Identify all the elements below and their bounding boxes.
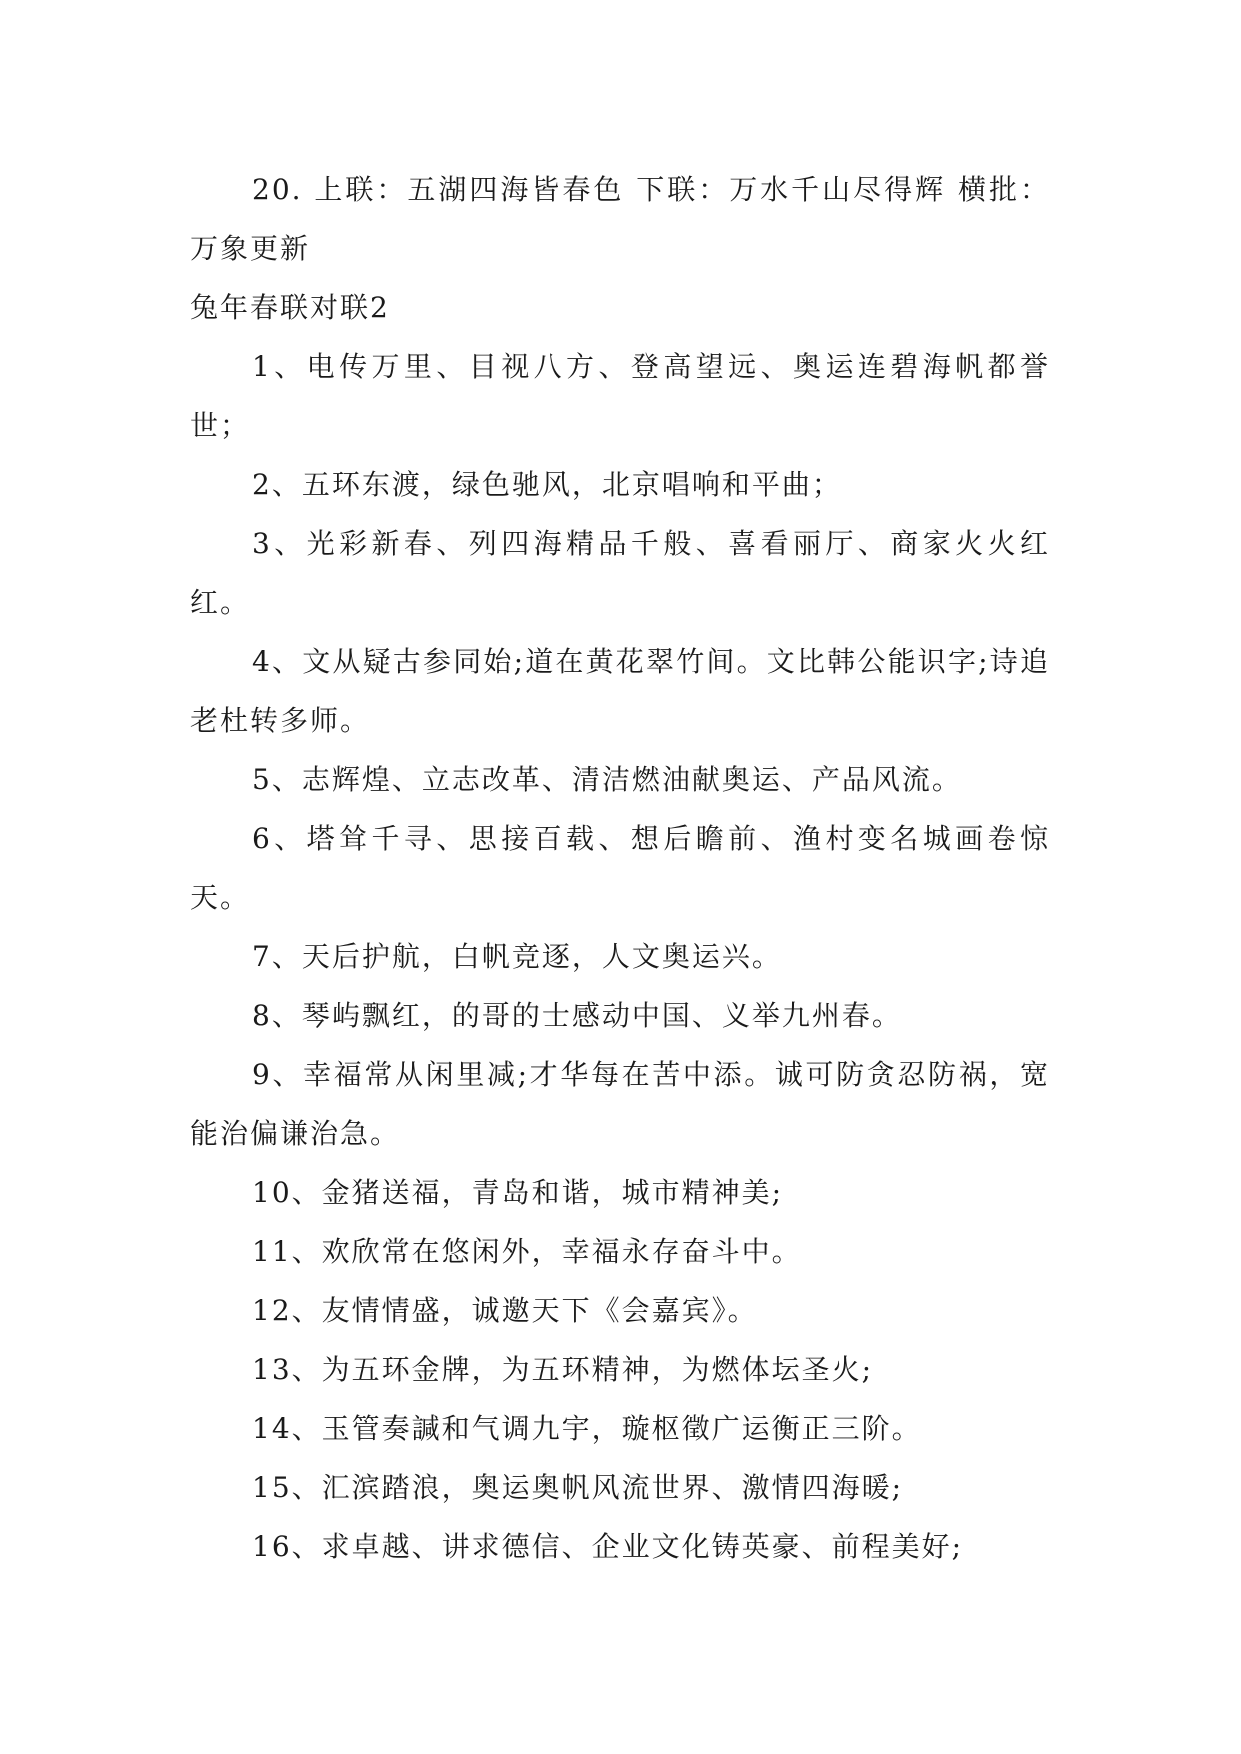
paragraph-item-9: 9、幸福常从闲里减;才华每在苦中添。诚可防贪忍防祸，宽能治偏谦治急。 [190,1058,1050,1150]
paragraph-item-13: 13、为五环金牌，为五环精神，为燃体坛圣火; [252,1353,874,1386]
paragraph-item-20: 20. 上联：五湖四海皆春色 下联：万水千山尽得辉 横批：万象更新 [190,173,1050,265]
paragraph-item-11: 11、欢欣常在悠闲外，幸福永存奋斗中。 [252,1235,802,1268]
paragraph-item-10: 10、金猪送福，青岛和谐，城市精神美; [252,1176,784,1209]
paragraph-item-5: 5、志辉煌、立志改革、清洁燃油献奥运、产品风流。 [252,763,962,796]
paragraph-item-8: 8、琴屿飘红，的哥的士感动中国、义举九州春。 [252,999,902,1032]
paragraph-item-3: 3、光彩新春、列四海精品千般、喜看丽厅、商家火火红红。 [190,527,1050,619]
paragraph-item-6: 6、塔耸千寻、思接百载、想后瞻前、渔村变名城画卷惊天。 [190,822,1050,914]
section-title: 兔年春联对联2 [190,291,390,324]
paragraph-item-2: 2、五环东渡，绿色驰风，北京唱响和平曲； [252,468,842,501]
paragraph-item-7: 7、天后护航，白帆竞逐，人文奥运兴。 [252,940,782,973]
paragraph-item-14: 14、玉管奏諴和气调九宇，璇枢徵广运衡正三阶。 [252,1412,922,1445]
paragraph-item-4: 4、文从疑古参同始;道在黄花翠竹间。文比韩公能识字;诗追老杜转多师。 [190,645,1050,737]
paragraph-item-16: 16、求卓越、讲求德信、企业文化铸英豪、前程美好; [252,1530,964,1563]
paragraph-item-15: 15、汇滨踏浪，奥运奥帆风流世界、激情四海暖; [252,1471,904,1504]
paragraph-item-12: 12、友情情盛，诚邀天下《会嘉宾》。 [252,1294,758,1327]
paragraph-item-1: 1、电传万里、目视八方、登高望远、奥运连碧海帆都誉世； [190,350,1050,442]
document-body [190,160,1050,1576]
